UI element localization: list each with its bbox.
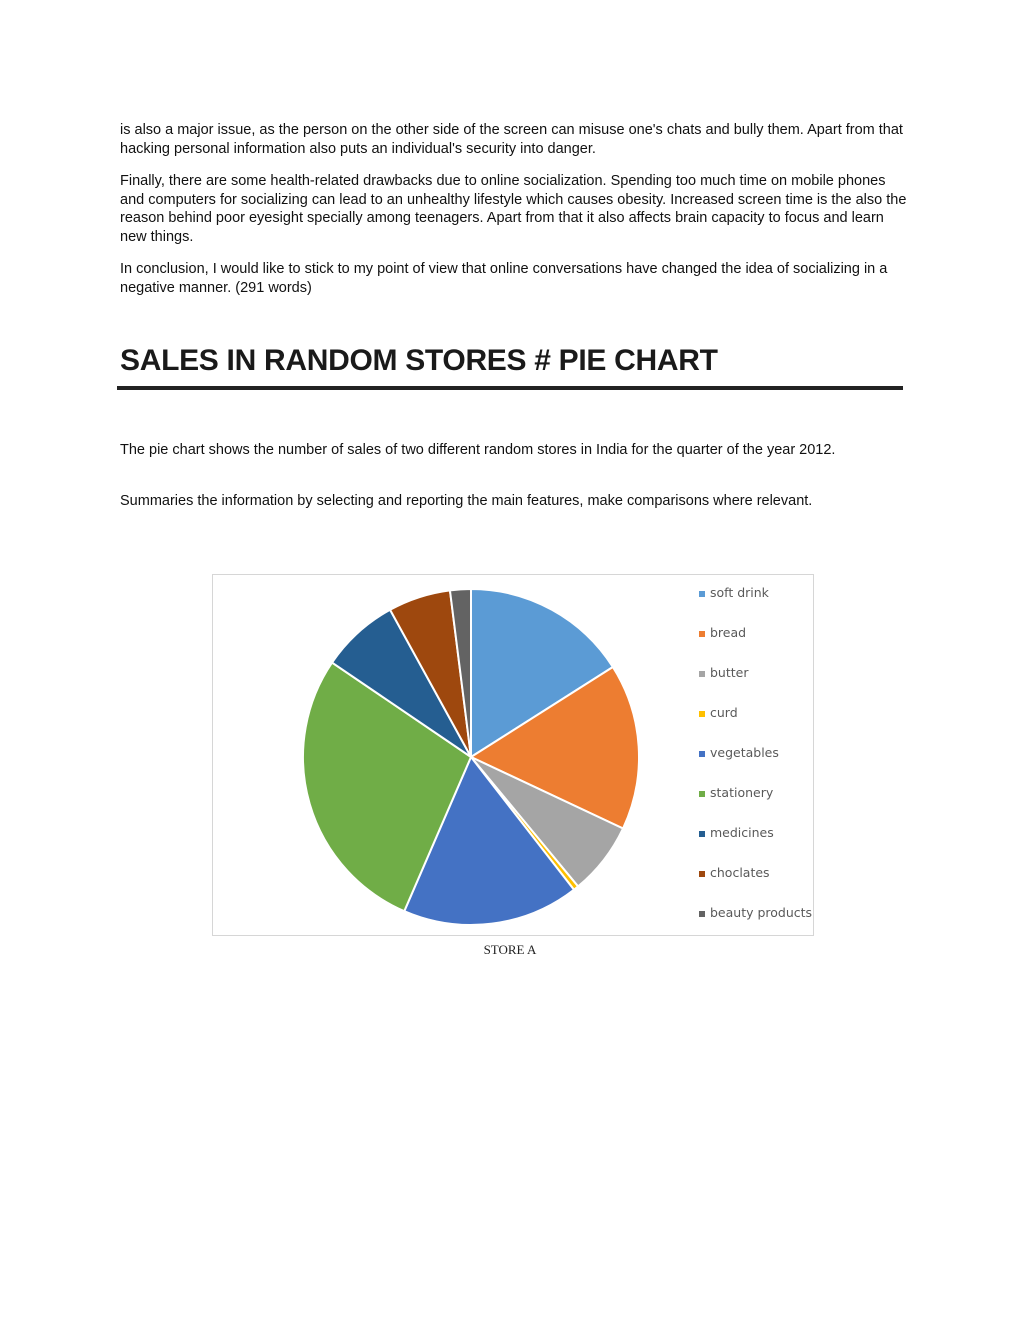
legend-swatch	[699, 871, 705, 877]
section-heading: SALES IN RANDOM STORES # PIE CHART	[120, 344, 718, 377]
legend-label: bread	[710, 625, 747, 640]
pie-chart-plot	[213, 575, 693, 935]
legend-swatch	[699, 631, 705, 637]
legend-swatch	[699, 711, 705, 717]
chart-caption: STORE A	[483, 942, 537, 957]
legend-swatch	[699, 591, 705, 597]
legend-label: beauty products	[710, 905, 813, 920]
paragraph-misuse: is also a major issue, as the person on the other side of the screen can misuse one's chats and bully them. Apart from that hacking personal information also puts an individual's security into danger.	[120, 122, 903, 157]
legend-label: soft drink	[710, 585, 769, 600]
legend-item-curd	[697, 705, 813, 745]
legend-item-beauty-products	[697, 905, 813, 945]
legend-item-stationery	[697, 785, 813, 825]
legend-label: vegetables	[710, 745, 779, 760]
task-description: The pie chart shows the number of sales of two different random stores in India for the quarter of the year 2012.	[120, 442, 836, 458]
legend-swatch	[699, 751, 705, 757]
legend-item-butter	[697, 665, 813, 705]
legend-swatch	[699, 831, 705, 837]
paragraph-health: Finally, there are some health-related drawbacks due to online socialization. Spending too much time on mobile phones and computers for socializing can lead to an unhealthy lifestyle which causes obesity. Increased screen time is the also the reason behind poor eyesight specially among teenagers. Apart from that it also affects brain capacity to focus and learn new things.	[120, 173, 907, 245]
task-instruction: Summaries the information by selecting and reporting the main features, make comparisons where relevant.	[120, 493, 813, 509]
legend-label: butter	[710, 665, 749, 680]
legend-label: medicines	[710, 825, 774, 840]
legend-item-bread	[697, 625, 813, 665]
legend-swatch	[699, 671, 705, 677]
legend-item-vegetables	[697, 745, 813, 785]
legend-swatch	[699, 911, 705, 917]
legend-item-choclates	[697, 865, 813, 905]
pie-chart	[212, 574, 814, 936]
legend-swatch	[699, 791, 705, 797]
chart-legend	[697, 585, 813, 945]
heading-rule	[117, 386, 903, 390]
paragraph-conclusion: In conclusion, I would like to stick to my point of view that online conversations have changed the idea of socializing in a negative manner. (291 words)	[120, 261, 888, 296]
legend-item-medicines	[697, 825, 813, 865]
legend-item-soft-drink	[697, 585, 813, 625]
legend-label: choclates	[710, 865, 770, 880]
legend-label: stationery	[710, 785, 774, 800]
legend-label: curd	[710, 705, 738, 720]
